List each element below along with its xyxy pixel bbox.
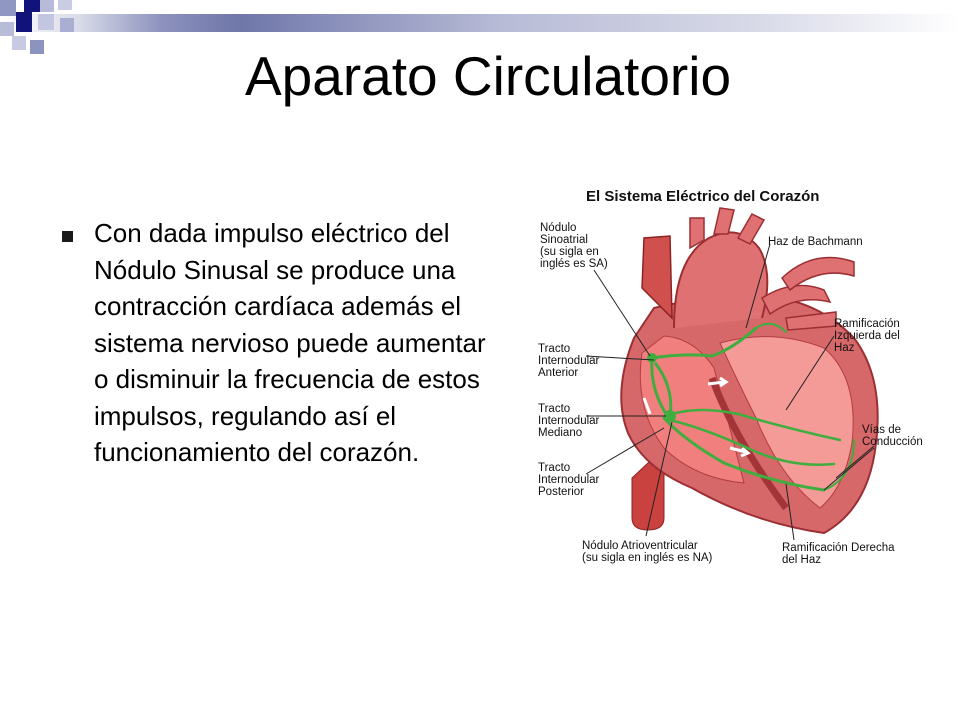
bullet-item-text: Con dada impulso eléctrico del Nódulo Sinusal se produce una contracción cardíaca además el sistema nervioso puede aumentar o disminuir la frecuencia de estos impulsos, regulando así el funcionamiento del corazón.	[94, 218, 486, 467]
label-right-bundle-branch: Ramificación Derecha del Haz	[782, 542, 895, 566]
label-middle-internodal-tract: Tracto Internodular Mediano	[538, 403, 600, 439]
label-sinoatrial-node: Nódulo Sinoatrial (su sigla en inglés es SA)	[540, 222, 608, 270]
label-anterior-internodal-tract: Tracto Internodular Anterior	[538, 343, 600, 379]
label-atrioventricular-node: Nódulo Atrioventricular (su sigla en inglés es NA)	[582, 540, 713, 564]
label-bachmann-bundle: Haz de Bachmann	[768, 236, 863, 248]
label-left-bundle-branch: Ramificación Izquierda del Haz	[834, 318, 900, 354]
heart-diagram	[524, 178, 944, 578]
label-conduction-pathways: Vías de Conducción	[862, 424, 923, 448]
slide-title: Aparato Circulatorio	[244, 45, 732, 107]
header-gradient-bar	[0, 14, 960, 32]
label-posterior-internodal-tract: Tracto Internodular Posterior	[538, 462, 600, 498]
diagram-title: El Sistema Eléctrico del Corazón	[586, 188, 820, 205]
bullet-square-icon	[62, 231, 73, 242]
